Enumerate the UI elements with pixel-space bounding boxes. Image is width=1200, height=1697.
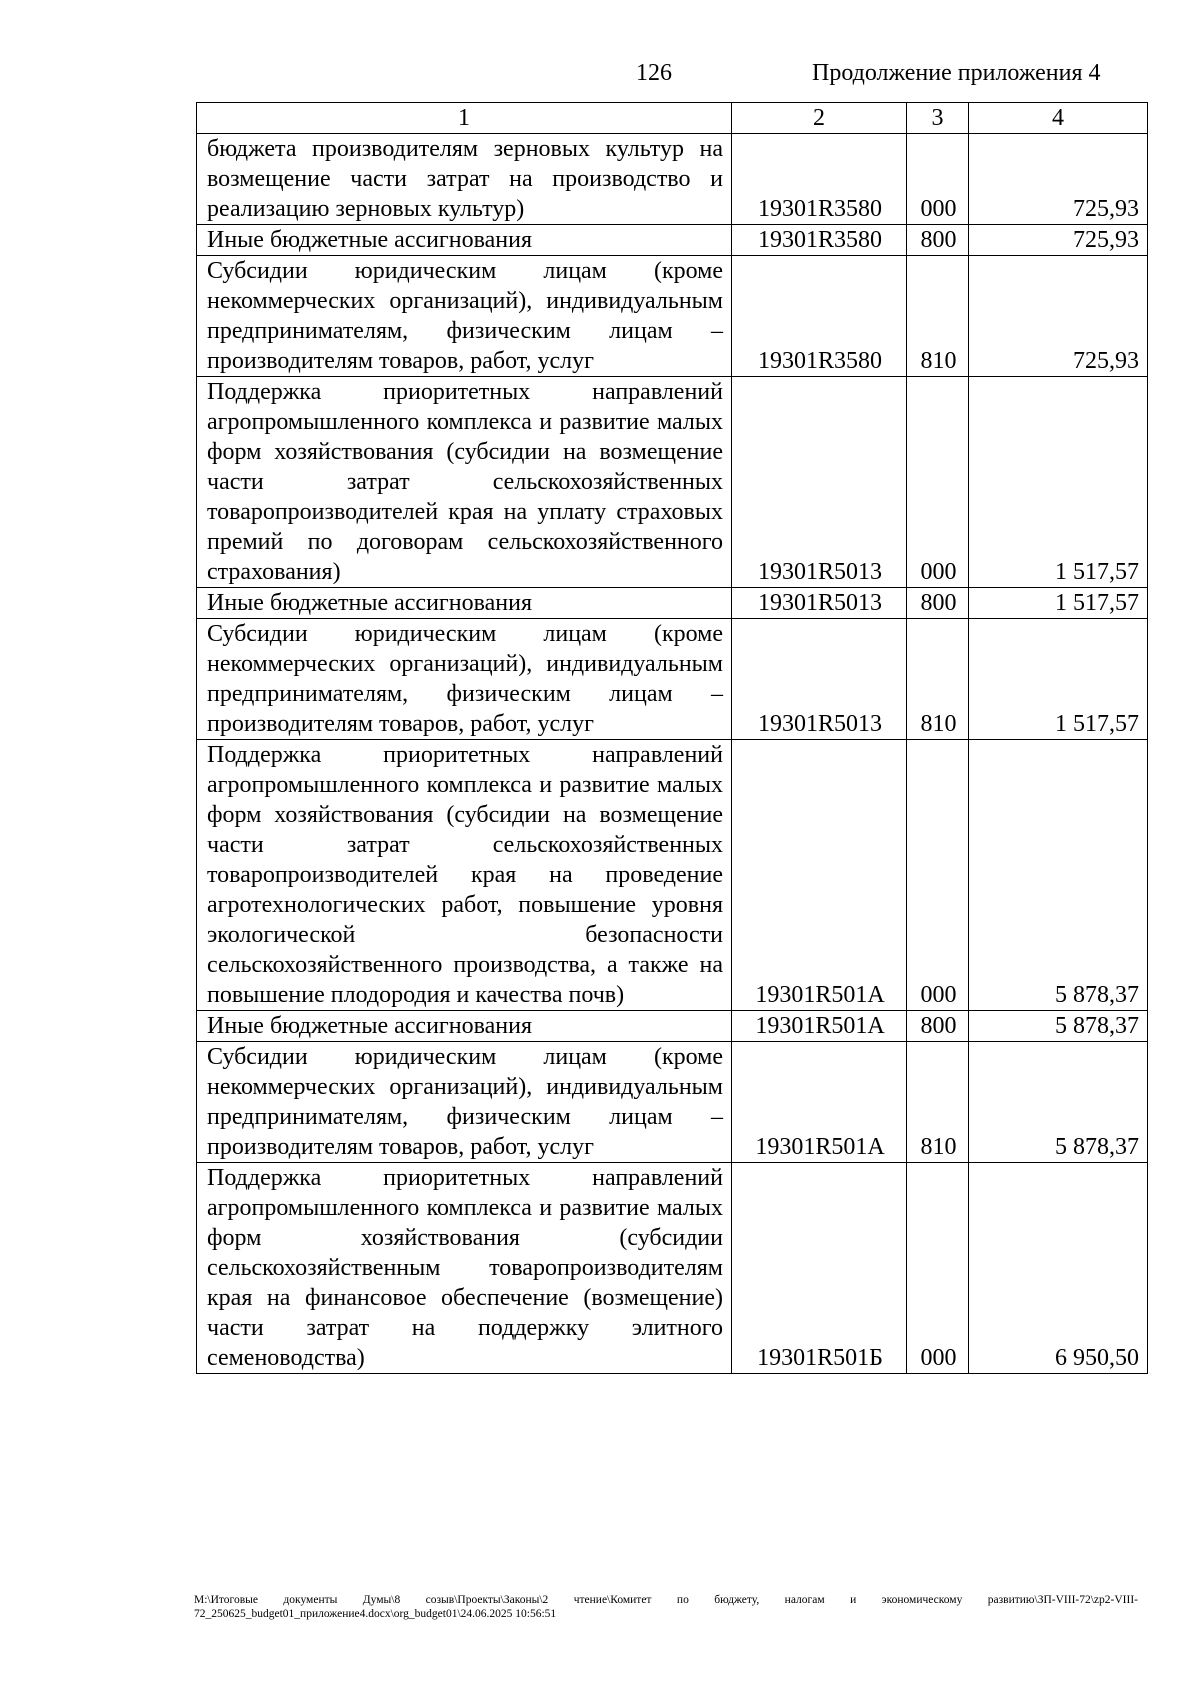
row-expense-type: 810 (907, 1042, 969, 1163)
table-row (197, 1011, 1148, 1042)
row-target-code: 19301R3580 (732, 134, 907, 225)
row-name: бюджета производителям зерновых культур на возмещение части затрат на производство и реализацию зерновых культур) (197, 134, 732, 225)
row-amount: 725,93 (969, 134, 1148, 225)
row-amount: 1 517,57 (969, 588, 1148, 619)
row-name: Субсидии юридическим лицам (кроме некоммерческих организаций), индивидуальным предпринимателям, физическим лицам – производителям товаров, работ, услуг (197, 256, 732, 377)
row-amount: 5 878,37 (969, 740, 1148, 1011)
column-header: 2 (732, 103, 907, 134)
row-target-code: 19301R3580 (732, 225, 907, 256)
column-header: 1 (197, 103, 732, 134)
row-amount: 5 878,37 (969, 1042, 1148, 1163)
row-expense-type: 000 (907, 377, 969, 588)
row-amount: 5 878,37 (969, 1011, 1148, 1042)
row-name: Субсидии юридическим лицам (кроме некоммерческих организаций), индивидуальным предпринимателям, физическим лицам – производителям товаров, работ, услуг (197, 1042, 732, 1163)
row-expense-type: 810 (907, 256, 969, 377)
budget-table (196, 102, 1148, 1374)
row-expense-type: 000 (907, 134, 969, 225)
row-name: Поддержка приоритетных направлений агропромышленного комплекса и развитие малых форм хозяйствования (субсидии сельскохозяйственным товаропроизводителям края на финансовое обеспечение (возмещение) части затрат на поддержку элитного семеноводства) (197, 1163, 732, 1374)
table-row (197, 377, 1148, 588)
row-amount: 1 517,57 (969, 377, 1148, 588)
row-target-code: 19301R501А (732, 740, 907, 1011)
row-name: Поддержка приоритетных направлений агропромышленного комплекса и развитие малых форм хозяйствования (субсидии на возмещение части затрат сельскохозяйственных товаропроизводителей края на уплату страховых премий по договорам сельскохозяйственного страхования) (197, 377, 732, 588)
table-row (197, 225, 1148, 256)
table-row (197, 1163, 1148, 1374)
row-amount: 725,93 (969, 256, 1148, 377)
row-target-code: 19301R3580 (732, 256, 907, 377)
appendix-continuation-title: Продолжение приложения 4 (812, 60, 1101, 86)
table-row (197, 134, 1148, 225)
document-file-path: M:\Итоговые документы Думы\8 созыв\Проекты\Законы\2 чтение\Комитет по бюджету, налогам и экономическому развитию\ЗП-VIII-72\zp2-VIII-72_250625_budget01_приложение4.docx\org_budget01\24.06.2025 10:56:51 (194, 1594, 1138, 1620)
row-amount: 6 950,50 (969, 1163, 1148, 1374)
table-row (197, 619, 1148, 740)
row-name: Иные бюджетные ассигнования (197, 1011, 732, 1042)
column-header: 4 (969, 103, 1148, 134)
table-row (197, 740, 1148, 1011)
row-expense-type: 000 (907, 740, 969, 1011)
table-row (197, 1042, 1148, 1163)
row-target-code: 19301R5013 (732, 619, 907, 740)
row-amount: 1 517,57 (969, 619, 1148, 740)
row-name: Иные бюджетные ассигнования (197, 225, 732, 256)
row-target-code: 19301R501Б (732, 1163, 907, 1374)
row-amount: 725,93 (969, 225, 1148, 256)
row-target-code: 19301R501А (732, 1011, 907, 1042)
row-expense-type: 800 (907, 225, 969, 256)
row-expense-type: 810 (907, 619, 969, 740)
row-target-code: 19301R501А (732, 1042, 907, 1163)
row-name: Иные бюджетные ассигнования (197, 588, 732, 619)
page-number: 126 (636, 60, 672, 86)
row-target-code: 19301R5013 (732, 377, 907, 588)
table-row (197, 256, 1148, 377)
table-header-row (197, 103, 1148, 134)
row-expense-type: 000 (907, 1163, 969, 1374)
row-expense-type: 800 (907, 1011, 969, 1042)
row-name: Субсидии юридическим лицам (кроме некоммерческих организаций), индивидуальным предпринимателям, физическим лицам – производителям товаров, работ, услуг (197, 619, 732, 740)
table-row (197, 588, 1148, 619)
row-name: Поддержка приоритетных направлений агропромышленного комплекса и развитие малых форм хозяйствования (субсидии на возмещение части затрат сельскохозяйственных товаропроизводителей края на проведение агротехнологических работ, повышение уровня экологической безопасности сельскохозяйственного производства, а также на повышение плодородия и качества почв) (197, 740, 732, 1011)
column-header: 3 (907, 103, 969, 134)
row-target-code: 19301R5013 (732, 588, 907, 619)
row-expense-type: 800 (907, 588, 969, 619)
